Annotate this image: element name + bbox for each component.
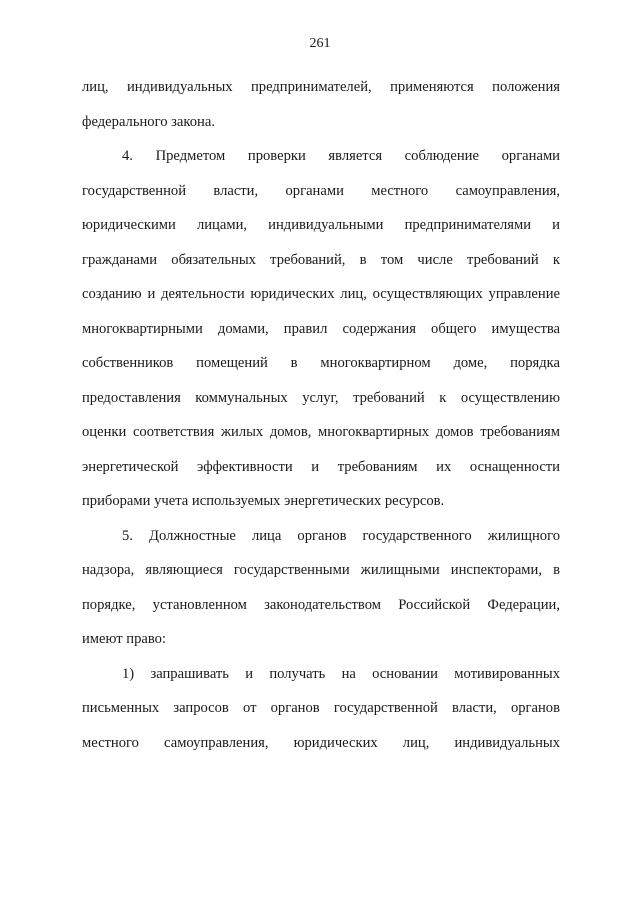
text-line: многоквартирными домами, правил содержания общего имущества: [82, 320, 560, 337]
text-line: письменных запросов от органов государственной власти, органов: [82, 700, 560, 716]
page-number: 261: [309, 36, 331, 51]
text-line: собственников помещений в многоквартирном доме, порядка: [82, 355, 560, 371]
text-line: гражданами обязательных требований, в том числе требований к: [82, 251, 560, 268]
text-line: имеют право:: [82, 631, 166, 647]
text-line: порядке, установленном законодательством Российской Федерации,: [82, 596, 560, 613]
text-line: федерального закона.: [82, 113, 215, 130]
text-line: предоставления коммунальных услуг, требований к осуществлению: [82, 389, 560, 406]
text-line: 5. Должностные лица органов государственного жилищного: [122, 527, 560, 544]
text-line: 4. Предметом проверки является соблюдение органами: [122, 148, 560, 164]
text-line: оценки соответствия жилых домов, многоквартирных домов требованиям: [82, 424, 560, 440]
text-line: местного самоуправления, юридических лиц, индивидуальных: [82, 734, 560, 751]
document-body: [82, 70, 560, 760]
text-line: надзора, являющиеся государственными жилищными инспекторами, в: [82, 562, 560, 578]
text-line: 1) запрашивать и получать на основании мотивированных: [122, 665, 560, 682]
text-line: лиц, индивидуальных предпринимателей, применяются положения: [82, 79, 560, 95]
text-line: приборами учета используемых энергетических ресурсов.: [82, 493, 445, 509]
text-line: юридическими лицами, индивидуальными предпринимателями и: [82, 217, 560, 233]
text-line: государственной власти, органами местного самоуправления,: [82, 182, 560, 199]
text-line: энергетической эффективности и требованиям их оснащенности: [82, 458, 560, 475]
text-line: созданию и деятельности юридических лиц, осуществляющих управление: [82, 286, 560, 302]
